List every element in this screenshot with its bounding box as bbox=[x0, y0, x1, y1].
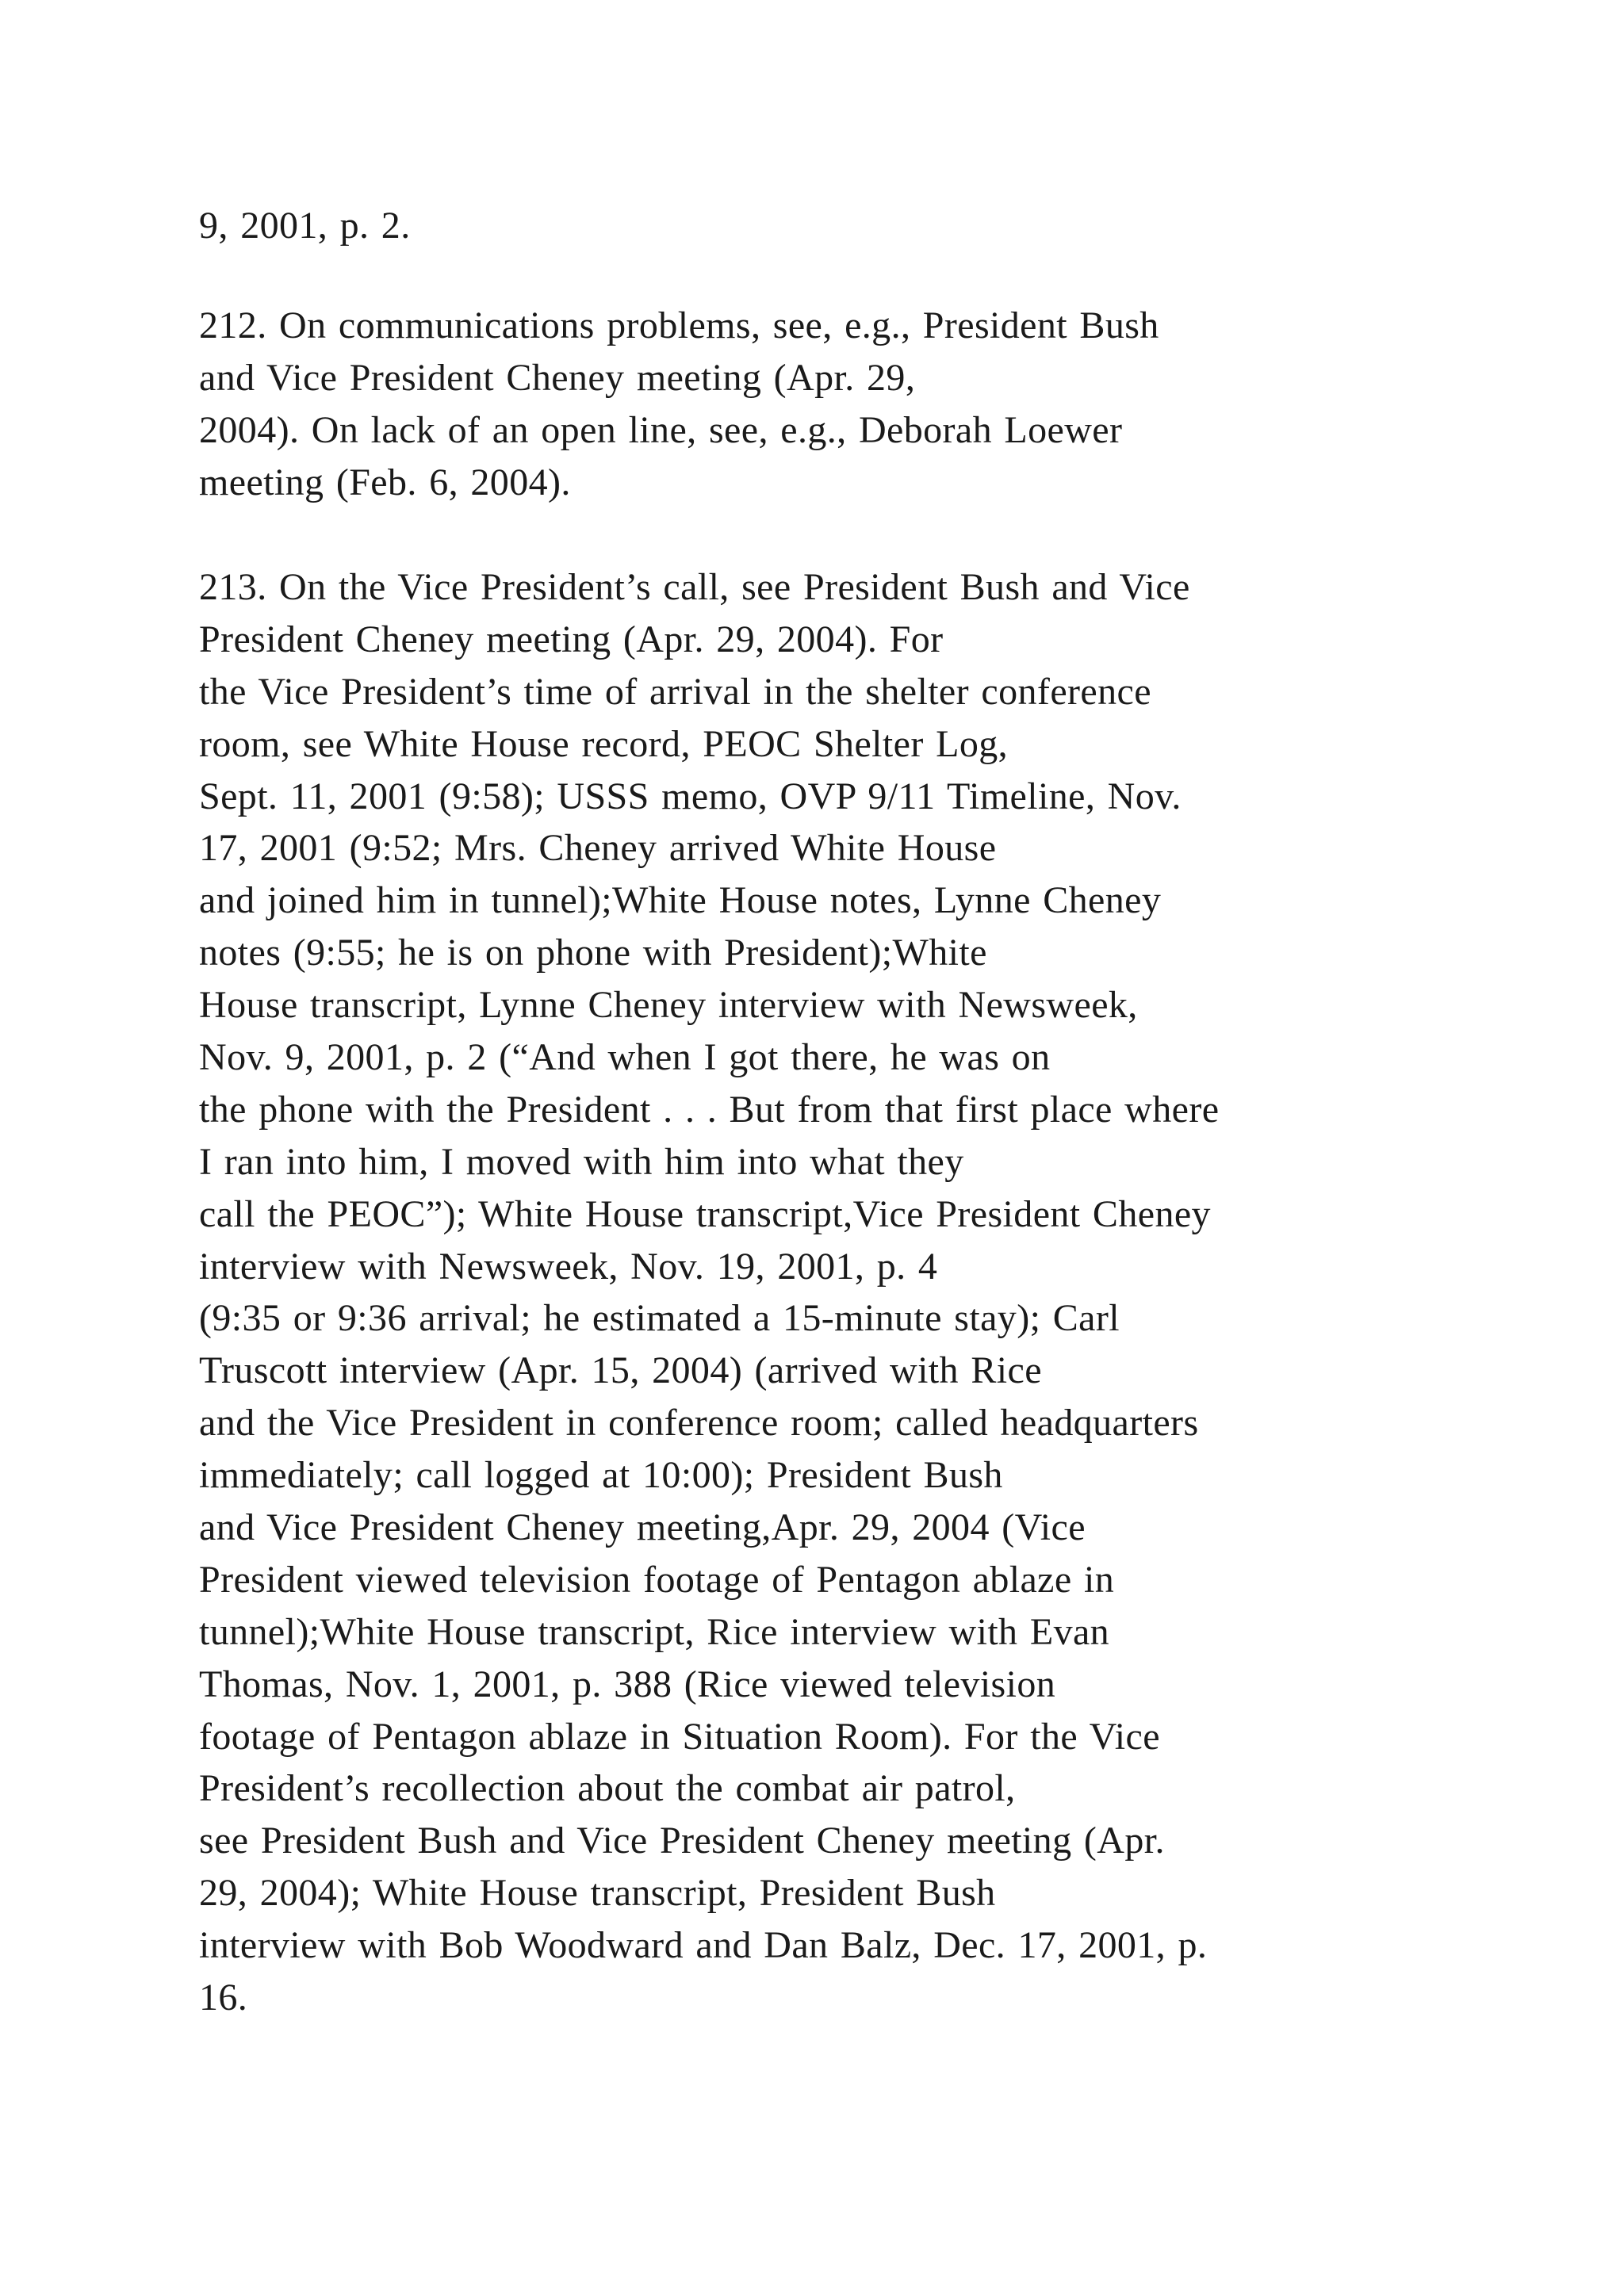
text-line: 17, 2001 (9:52; Mrs. Cheney arrived White House bbox=[199, 827, 997, 870]
text-line: room, see White House record, PEOC Shelter Log, bbox=[199, 722, 1009, 765]
text-line: and Vice President Cheney meeting,Apr. 29, 2004 (Vice bbox=[199, 1506, 1086, 1549]
text-line: meeting (Feb. 6, 2004). bbox=[199, 461, 571, 503]
text-line: 16. bbox=[199, 1976, 248, 2019]
text-line: tunnel);White House transcript, Rice interview with Evan bbox=[199, 1610, 1110, 1653]
text-line: (9:35 or 9:36 arrival; he estimated a 15-minute stay); Carl bbox=[199, 1297, 1120, 1340]
text-line: immediately; call logged at 10:00); President Bush bbox=[199, 1454, 1003, 1497]
continued-note-fragment bbox=[199, 200, 1468, 252]
text-line: 213. On the Vice President’s call, see President Bush and Vice bbox=[199, 566, 1190, 608]
text-line: see President Bush and Vice President Cheney meeting (Apr. bbox=[199, 1820, 1165, 1862]
endnote-212 bbox=[199, 300, 1468, 509]
text-line: and joined him in tunnel);White House notes, Lynne Cheney bbox=[199, 879, 1162, 922]
text-line: 29, 2004); White House transcript, President Bush bbox=[199, 1872, 996, 1915]
text-line: notes (9:55; he is on phone with President);White bbox=[199, 932, 987, 974]
text-line: Thomas, Nov. 1, 2001, p. 388 (Rice viewed television bbox=[199, 1663, 1056, 1705]
text-line: Truscott interview (Apr. 15, 2004) (arrived with Rice bbox=[199, 1349, 1042, 1392]
text-line: 2004). On lack of an open line, see, e.g., Deborah Loewer bbox=[199, 408, 1123, 451]
text-line: President viewed television footage of Pentagon ablaze in bbox=[199, 1558, 1115, 1601]
text-line: the phone with the President . . . But from that first place where bbox=[199, 1088, 1220, 1131]
text-line: the Vice President’s time of arrival in the shelter conference bbox=[199, 670, 1151, 713]
text-line: interview with Newsweek, Nov. 19, 2001, p. 4 bbox=[199, 1245, 938, 1288]
text-line: 212. On communications problems, see, e.g., President Bush bbox=[199, 304, 1159, 346]
text-line: footage of Pentagon ablaze in Situation Room). For the Vice bbox=[199, 1715, 1160, 1758]
text-line: Sept. 11, 2001 (9:58); USSS memo, OVP 9/11 Timeline, Nov. bbox=[199, 775, 1182, 817]
text-line: President Cheney meeting (Apr. 29, 2004). For bbox=[199, 618, 944, 660]
text-line: President’s recollection about the combat air patrol, bbox=[199, 1767, 1016, 1810]
endnote-213 bbox=[199, 561, 1468, 2024]
text-line: I ran into him, I moved with him into what they bbox=[199, 1140, 964, 1183]
text-line: House transcript, Lynne Cheney interview with Newsweek, bbox=[199, 984, 1138, 1027]
text-line: call the PEOC”); White House transcript,Vice President Cheney bbox=[199, 1192, 1211, 1235]
text-line: 9, 2001, p. 2. bbox=[199, 205, 411, 247]
text-line: Nov. 9, 2001, p. 2 (“And when I got there, he was on bbox=[199, 1036, 1051, 1079]
text-line: and the Vice President in conference room; called headquarters bbox=[199, 1402, 1199, 1445]
text-line: and Vice President Cheney meeting (Apr. 29, bbox=[199, 356, 916, 399]
text-line: interview with Bob Woodward and Dan Balz, Dec. 17, 2001, p. bbox=[199, 1924, 1208, 1967]
